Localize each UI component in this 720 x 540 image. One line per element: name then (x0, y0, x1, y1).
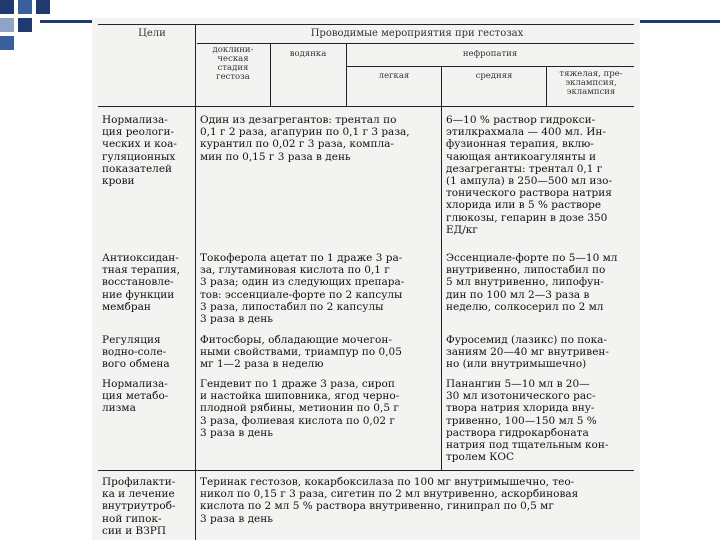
deco-square-1 (0, 0, 14, 14)
header-sub-rule (197, 43, 634, 44)
header-severe: тяжелая, пре- эклампсия, эклампсия (559, 69, 623, 97)
header-measures: Проводимые мероприятия при гестозах (310, 28, 524, 39)
row-4-goal: Нормализа- ция метабо- лизма (102, 378, 169, 415)
header-nephropathy: нефропатия (462, 49, 518, 59)
deco-square-6 (0, 36, 14, 50)
goal-column-rule (195, 24, 196, 540)
header-dropsy: водянка (289, 49, 327, 59)
preclinical-rule (270, 43, 271, 106)
row-4-right: Панангин 5—10 мл в 20— 30 мл изотонического рас- твора натрия хлорида вну- тривенно, 100—150 мл 5 % раствора гидрокарбоната натрия под тщательным кон- тролем КОС (446, 378, 609, 464)
row-1-left: Один из дезагрегантов: трентал по 0,1 г 2 раза, агапурин по 0,1 г 3 раза, курантил по 0,02 г 3 раза, компла- мин по 0,15 г 3 раза в день (200, 114, 410, 163)
row-1-goal: Нормализа- ция реологи- ческих и коа- гуляционных показателей крови (102, 114, 177, 188)
row-1-right: 6—10 % раствор гидрокси- этилкрахмала — 400 мл. Ин- фузионная терапия, вклю- чающая антикоагулянты и дезагреганты: трентал 0,1 г (1 ампула) в 250—500 мл изо- тонического раствора натрия хлорида или в 5 % растворе глюкозы, гепарин в дозе 350 ЕД/кг (446, 114, 613, 236)
moderate-rule (546, 66, 547, 106)
header-bottom-rule (98, 106, 634, 107)
nephropathy-rule (347, 66, 634, 67)
row-5-full: Теринак гестозов, кокарбоксилаза по 100 мг внутримышечно, тео- никол по 0,15 г 3 раза, сигетин по 2 мл внутривенно, аскорбиновая кислота по 2 мл 5 % раствора внутривенно, гинипрал по 0,5 мг 3 раза в день (200, 476, 579, 525)
row-3-right: Фуросемид (лазикс) по пока- заниям 20—40 мг внутривен- но (или внутримышечно) (446, 334, 609, 371)
row-3-left: Фитосборы, обладающие мочегон- ными свойствами, триампур по 0,05 мг 1—2 раза в неделю (200, 334, 402, 371)
row-4-left: Гендевит по 1 драже 3 раза, сироп и настойка шиповника, ягод черно- плодной рябины, метионин по 0,5 г 3 раза, фолиевая кислота по 0,02 г 3 раза в день (200, 378, 400, 439)
deco-square-5 (18, 18, 32, 32)
header-mild: легкая (378, 71, 410, 81)
table-top-rule (98, 24, 634, 25)
scanned-page (92, 18, 640, 540)
row-5-goal: Профилакти- ка и лечение внутриутроб- ной гипок- сии и ВЗРП (102, 476, 176, 537)
row-2-goal: Антиоксидан- тная терапия, восстановле- ние функции мембран (102, 252, 180, 313)
row-separator-4 (98, 470, 634, 471)
row-3-goal: Регуляция водно-соле- вого обмена (102, 334, 170, 371)
header-goals: Цели (138, 28, 166, 39)
deco-square-3 (36, 0, 50, 14)
deco-square-4 (0, 18, 14, 32)
dropsy-rule (346, 43, 347, 106)
mid-rule (441, 66, 442, 470)
header-moderate: средняя (475, 71, 513, 81)
deco-square-2 (18, 0, 32, 14)
header-preclinical: доклини- ческая стадия гестоза (212, 45, 254, 82)
row-2-right: Эссенциале-форте по 5—10 мл внутривенно, липостабил по 5 мл внутривенно, липофун- дин по 100 мл 2—3 раза в неделю, солкосерил по 2 мл (446, 252, 618, 313)
row-2-left: Токоферола ацетат по 1 драже 3 ра- за, глутаминовая кислота по 0,1 г 3 раза; один из следующих препара- тов: эссенциале-форте по 2 капсулы 3 раза, липостабил по 2 капсулы 3 раза в день (200, 252, 405, 326)
